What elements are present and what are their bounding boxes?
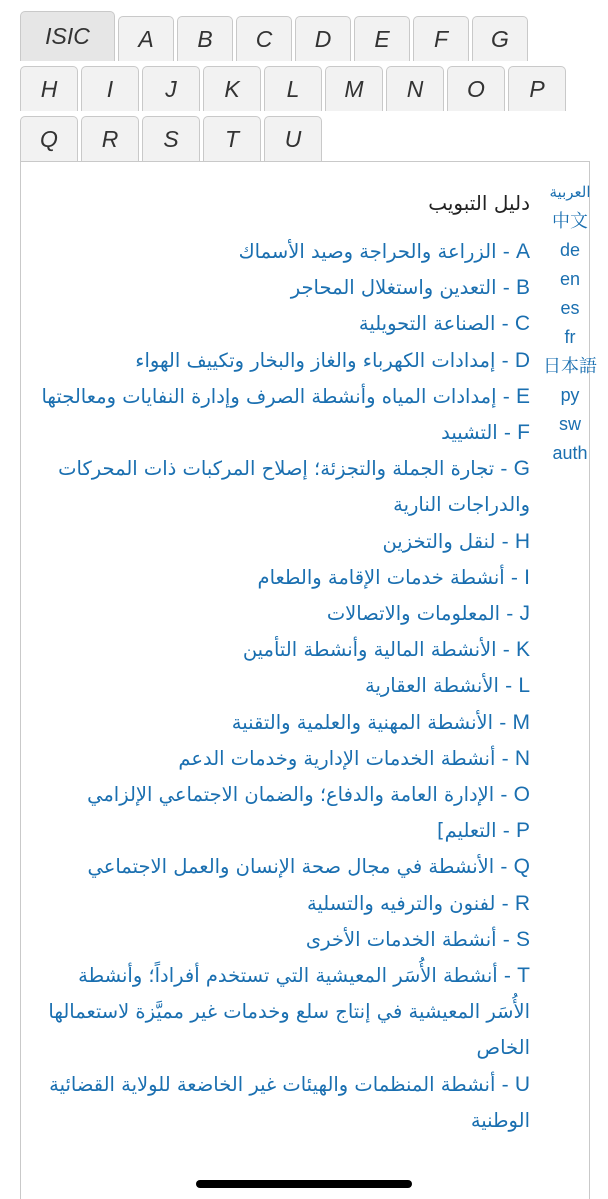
section-code: E	[515, 384, 530, 408]
language-link-spanish[interactable]: es	[560, 298, 580, 318]
section-title: أنشطة المنظمات والهيئات غير الخاضعة للولاية القضائية الوطنية	[49, 1072, 530, 1132]
section-title: الأنشطة في مجال صحة الإنسان والعمل الاجتماعي	[87, 855, 495, 879]
section-code: I	[524, 565, 530, 589]
section-code: U	[514, 1072, 530, 1096]
section-code: O	[513, 783, 530, 807]
section-title: الإدارة العامة والدفاع؛ والضمان الاجتماعي الإلزامي	[87, 783, 495, 807]
language-link-arabic[interactable]: العربية	[549, 184, 591, 201]
section-link-e[interactable]	[40, 379, 530, 415]
section-link-s[interactable]	[40, 922, 530, 958]
page-title-text: دليل التبويب	[428, 191, 530, 215]
section-title: الصناعة التحويلية	[358, 312, 496, 336]
section-separator: -	[496, 240, 516, 263]
tab-g[interactable]: G	[472, 16, 528, 61]
tab-l[interactable]: L	[264, 66, 322, 111]
section-separator: -	[500, 602, 520, 626]
section-title: الأنشطة المهنية والعلمية والتقنية	[231, 710, 494, 734]
section-separator: -	[495, 348, 515, 372]
section-title: أنشطة خدمات الإقامة والطعام	[257, 565, 505, 589]
section-separator: -	[497, 421, 518, 445]
section-title: لنقل والتخزين	[382, 529, 496, 553]
section-link-i[interactable]	[40, 560, 530, 596]
section-title: الزراعة والحراجة وصيد الأسماك	[238, 240, 497, 263]
tab-c[interactable]: C	[236, 16, 292, 61]
tab-row-1	[20, 11, 590, 61]
section-code: M	[512, 710, 530, 734]
section-title: المعلومات والاتصالات	[326, 602, 501, 626]
section-separator: -	[494, 457, 514, 481]
language-link-english[interactable]: en	[559, 269, 581, 289]
section-code: T	[517, 964, 530, 988]
section-link-q[interactable]	[40, 849, 530, 885]
section-link-f[interactable]	[40, 415, 530, 451]
section-code: J	[519, 602, 530, 626]
section-code: K	[515, 638, 530, 662]
section-items	[40, 234, 530, 1139]
tab-row-2	[20, 61, 590, 111]
section-link-m[interactable]	[40, 705, 530, 741]
section-link-t[interactable]	[40, 958, 530, 1067]
tab-q[interactable]: Q	[20, 116, 78, 161]
section-separator: -	[494, 783, 514, 807]
section-separator: -	[496, 638, 516, 662]
section-separator: -	[494, 855, 514, 879]
section-separator: -	[496, 927, 516, 951]
tab-m[interactable]: M	[325, 66, 383, 111]
section-link-j[interactable]	[40, 596, 530, 632]
section-code: N	[514, 746, 530, 770]
section-title: التعدين واستغلال المحاجر	[290, 276, 497, 300]
section-link-n[interactable]	[40, 741, 530, 777]
section-link-a[interactable]	[40, 234, 530, 270]
section-title: التشييد	[441, 421, 498, 445]
section-title: إمدادات المياه وأنشطة الصرف وإدارة النفايات ومعالجتها	[41, 384, 497, 408]
section-link-k[interactable]	[40, 632, 530, 668]
tab-r[interactable]: R	[81, 116, 139, 161]
tab-e[interactable]: E	[354, 16, 410, 61]
section-title: أنشطة الخدمات الأخرى	[305, 927, 497, 951]
language-link-french[interactable]: fr	[564, 327, 576, 347]
section-title: الأنشطة العقارية	[364, 674, 499, 698]
section-title: أنشطة الخدمات الإدارية وخدمات الدعم	[178, 746, 496, 770]
section-title: إمدادات الكهرباء والغاز والبخار وتكييف الهواء	[135, 348, 496, 372]
section-link-u[interactable]	[40, 1067, 530, 1139]
section-code: P	[515, 819, 530, 843]
section-separator: -	[496, 819, 516, 843]
section-separator: -	[497, 964, 518, 988]
tab-d[interactable]: D	[295, 16, 351, 61]
section-link-h[interactable]	[40, 524, 530, 560]
section-separator: -	[493, 710, 513, 734]
section-title: الأنشطة المالية وأنشطة التأمين	[242, 638, 497, 662]
section-code: C	[514, 312, 530, 336]
language-link-chinese[interactable]: 中文	[552, 211, 588, 231]
section-link-b[interactable]	[40, 270, 530, 306]
section-link-g[interactable]	[40, 451, 530, 523]
section-title: تجارة الجملة والتجزئة؛ إصلاح المركبات ذات المحركات والدراجات النارية	[58, 457, 530, 517]
section-code: D	[514, 348, 530, 372]
tab-isic[interactable]: ISIC	[20, 11, 115, 61]
page-title	[40, 188, 530, 218]
tab-b[interactable]: B	[177, 16, 233, 61]
classification-tabs	[20, 11, 590, 161]
section-separator: -	[495, 746, 515, 770]
home-indicator	[196, 1180, 412, 1188]
section-separator: -	[496, 276, 516, 300]
tab-p[interactable]: P	[508, 66, 566, 111]
tab-j[interactable]: J	[142, 66, 200, 111]
section-separator: -	[496, 384, 516, 408]
section-separator: -	[495, 312, 515, 336]
section-code: L	[518, 674, 530, 698]
section-link-o[interactable]	[40, 777, 530, 813]
tab-h[interactable]: H	[20, 66, 78, 111]
language-link-japanese[interactable]: 日本語	[543, 356, 597, 376]
tab-n[interactable]: N	[386, 66, 444, 111]
tab-row-3	[20, 111, 590, 161]
language-link-russian[interactable]: ру	[560, 385, 580, 405]
section-separator: -	[495, 891, 515, 915]
language-list	[535, 178, 605, 468]
tab-s[interactable]: S	[142, 116, 200, 161]
section-separator: -	[495, 1072, 515, 1096]
language-link-german[interactable]: de	[559, 240, 581, 260]
section-separator: -	[495, 529, 515, 553]
section-title: التعليم]	[436, 819, 497, 843]
tab-f[interactable]: F	[413, 16, 469, 61]
section-list	[40, 188, 530, 1139]
section-title: لفنون والترفيه والتسلية	[306, 891, 496, 915]
section-separator: -	[498, 674, 519, 698]
section-code: B	[515, 276, 530, 300]
section-code: A	[515, 240, 530, 263]
tab-k[interactable]: K	[203, 66, 261, 111]
tab-a[interactable]: A	[118, 16, 174, 61]
section-code: F	[517, 421, 530, 445]
language-link-auth[interactable]: auth	[552, 443, 588, 463]
section-link-d[interactable]	[40, 343, 530, 379]
section-link-c[interactable]	[40, 306, 530, 342]
section-code: H	[514, 529, 530, 553]
section-code: Q	[513, 855, 530, 879]
section-code: S	[515, 927, 530, 951]
tab-i[interactable]: I	[81, 66, 139, 111]
section-code: R	[514, 891, 530, 915]
tab-u[interactable]: U	[264, 116, 322, 161]
section-link-p[interactable]	[40, 813, 530, 849]
language-link-swahili[interactable]: sw	[559, 414, 581, 434]
tab-t[interactable]: T	[203, 116, 261, 161]
section-separator: -	[504, 565, 525, 589]
section-link-r[interactable]	[40, 886, 530, 922]
section-link-l[interactable]	[40, 668, 530, 704]
section-title: أنشطة الأُسَر المعيشية التي تستخدم أفراداً؛ وأنشطة الأُسَر المعيشية في إنتاج سلع وخدمات غير مميَّزة لاستعمالها الخاص	[48, 964, 530, 1060]
tab-o[interactable]: O	[447, 66, 505, 111]
section-code: G	[513, 457, 530, 481]
